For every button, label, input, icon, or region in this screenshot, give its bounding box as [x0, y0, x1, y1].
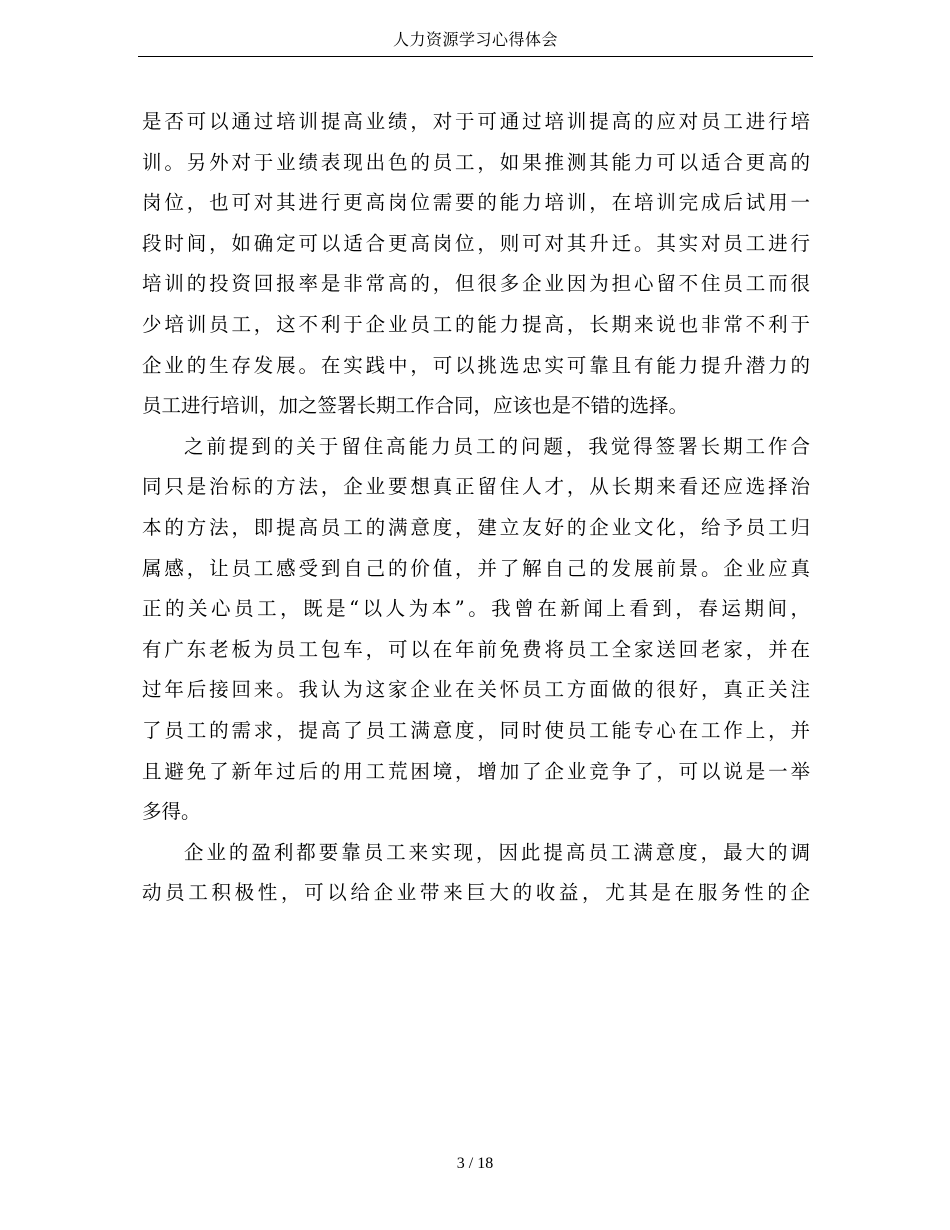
text-line: 属感，让员工感受到自己的价值，并了解自己的发展前景。企业应真 — [142, 556, 810, 580]
text-line: 员工进行培训，加之签署长期工作合同，应该也是不错的选择。 — [142, 394, 689, 418]
text-line: 了员工的需求，提高了员工满意度，同时使员工能专心在工作上，并 — [142, 718, 810, 742]
text-line: 是否可以通过培训提高业绩，对于可通过培训提高的应对员工进行培 — [142, 110, 810, 133]
page-number: 3 / 18 — [456, 1155, 494, 1172]
text-line: 且避免了新年过后的用工荒困境，增加了企业竞争了，可以说是一举 — [142, 759, 810, 783]
text-line: 少培训员工，这不利于企业员工的能力提高，长期来说也非常不利于 — [142, 312, 810, 336]
text-line: 有广东老板为员工包车，可以在年前免费将员工全家送回老家，并在 — [142, 637, 810, 661]
document-title: 人力资源学习心得体会 — [392, 30, 558, 49]
text-line: 段时间，如确定可以适合更高岗位，则可对其升迁。其实对员工进行 — [142, 231, 810, 255]
paragraph-start-line: 之前提到的关于留住高能力员工的问题，我觉得签署长期工作合 — [184, 434, 810, 458]
text-line: 过年后接回来。我认为这家企业在关怀员工方面做的很好，真正关注 — [142, 678, 810, 702]
text-line: 培训的投资回报率是非常高的，但很多企业因为担心留不住员工而很 — [142, 272, 810, 296]
text-line: 本的方法，即提高员工的满意度，建立友好的企业文化，给予员工归 — [142, 515, 810, 539]
text-line: 同只是治标的方法，企业要想真正留住人才，从长期来看还应选择治 — [142, 475, 810, 499]
page-header — [138, 24, 813, 57]
text-line: 岗位，也可对其进行更高岗位需要的能力培训，在培训完成后试用一 — [142, 191, 810, 215]
paragraph-start-line: 企业的盈利都要靠员工来实现，因此提高员工满意度，最大的调 — [184, 840, 810, 864]
text-line: 多得。 — [142, 800, 201, 824]
text-line: 训。另外对于业绩表现出色的员工，如果推测其能力可以适合更高的 — [142, 150, 810, 174]
text-line: 正的关心员工，既是“以人为本”。我曾在新闻上看到，春运期间， — [142, 597, 810, 621]
text-line: 动员工积极性，可以给企业带来巨大的收益，尤其是在服务性的企 — [142, 881, 810, 905]
body-text — [142, 102, 810, 914]
text-line: 企业的生存发展。在实践中，可以挑选忠实可靠且有能力提升潜力的 — [142, 353, 810, 377]
